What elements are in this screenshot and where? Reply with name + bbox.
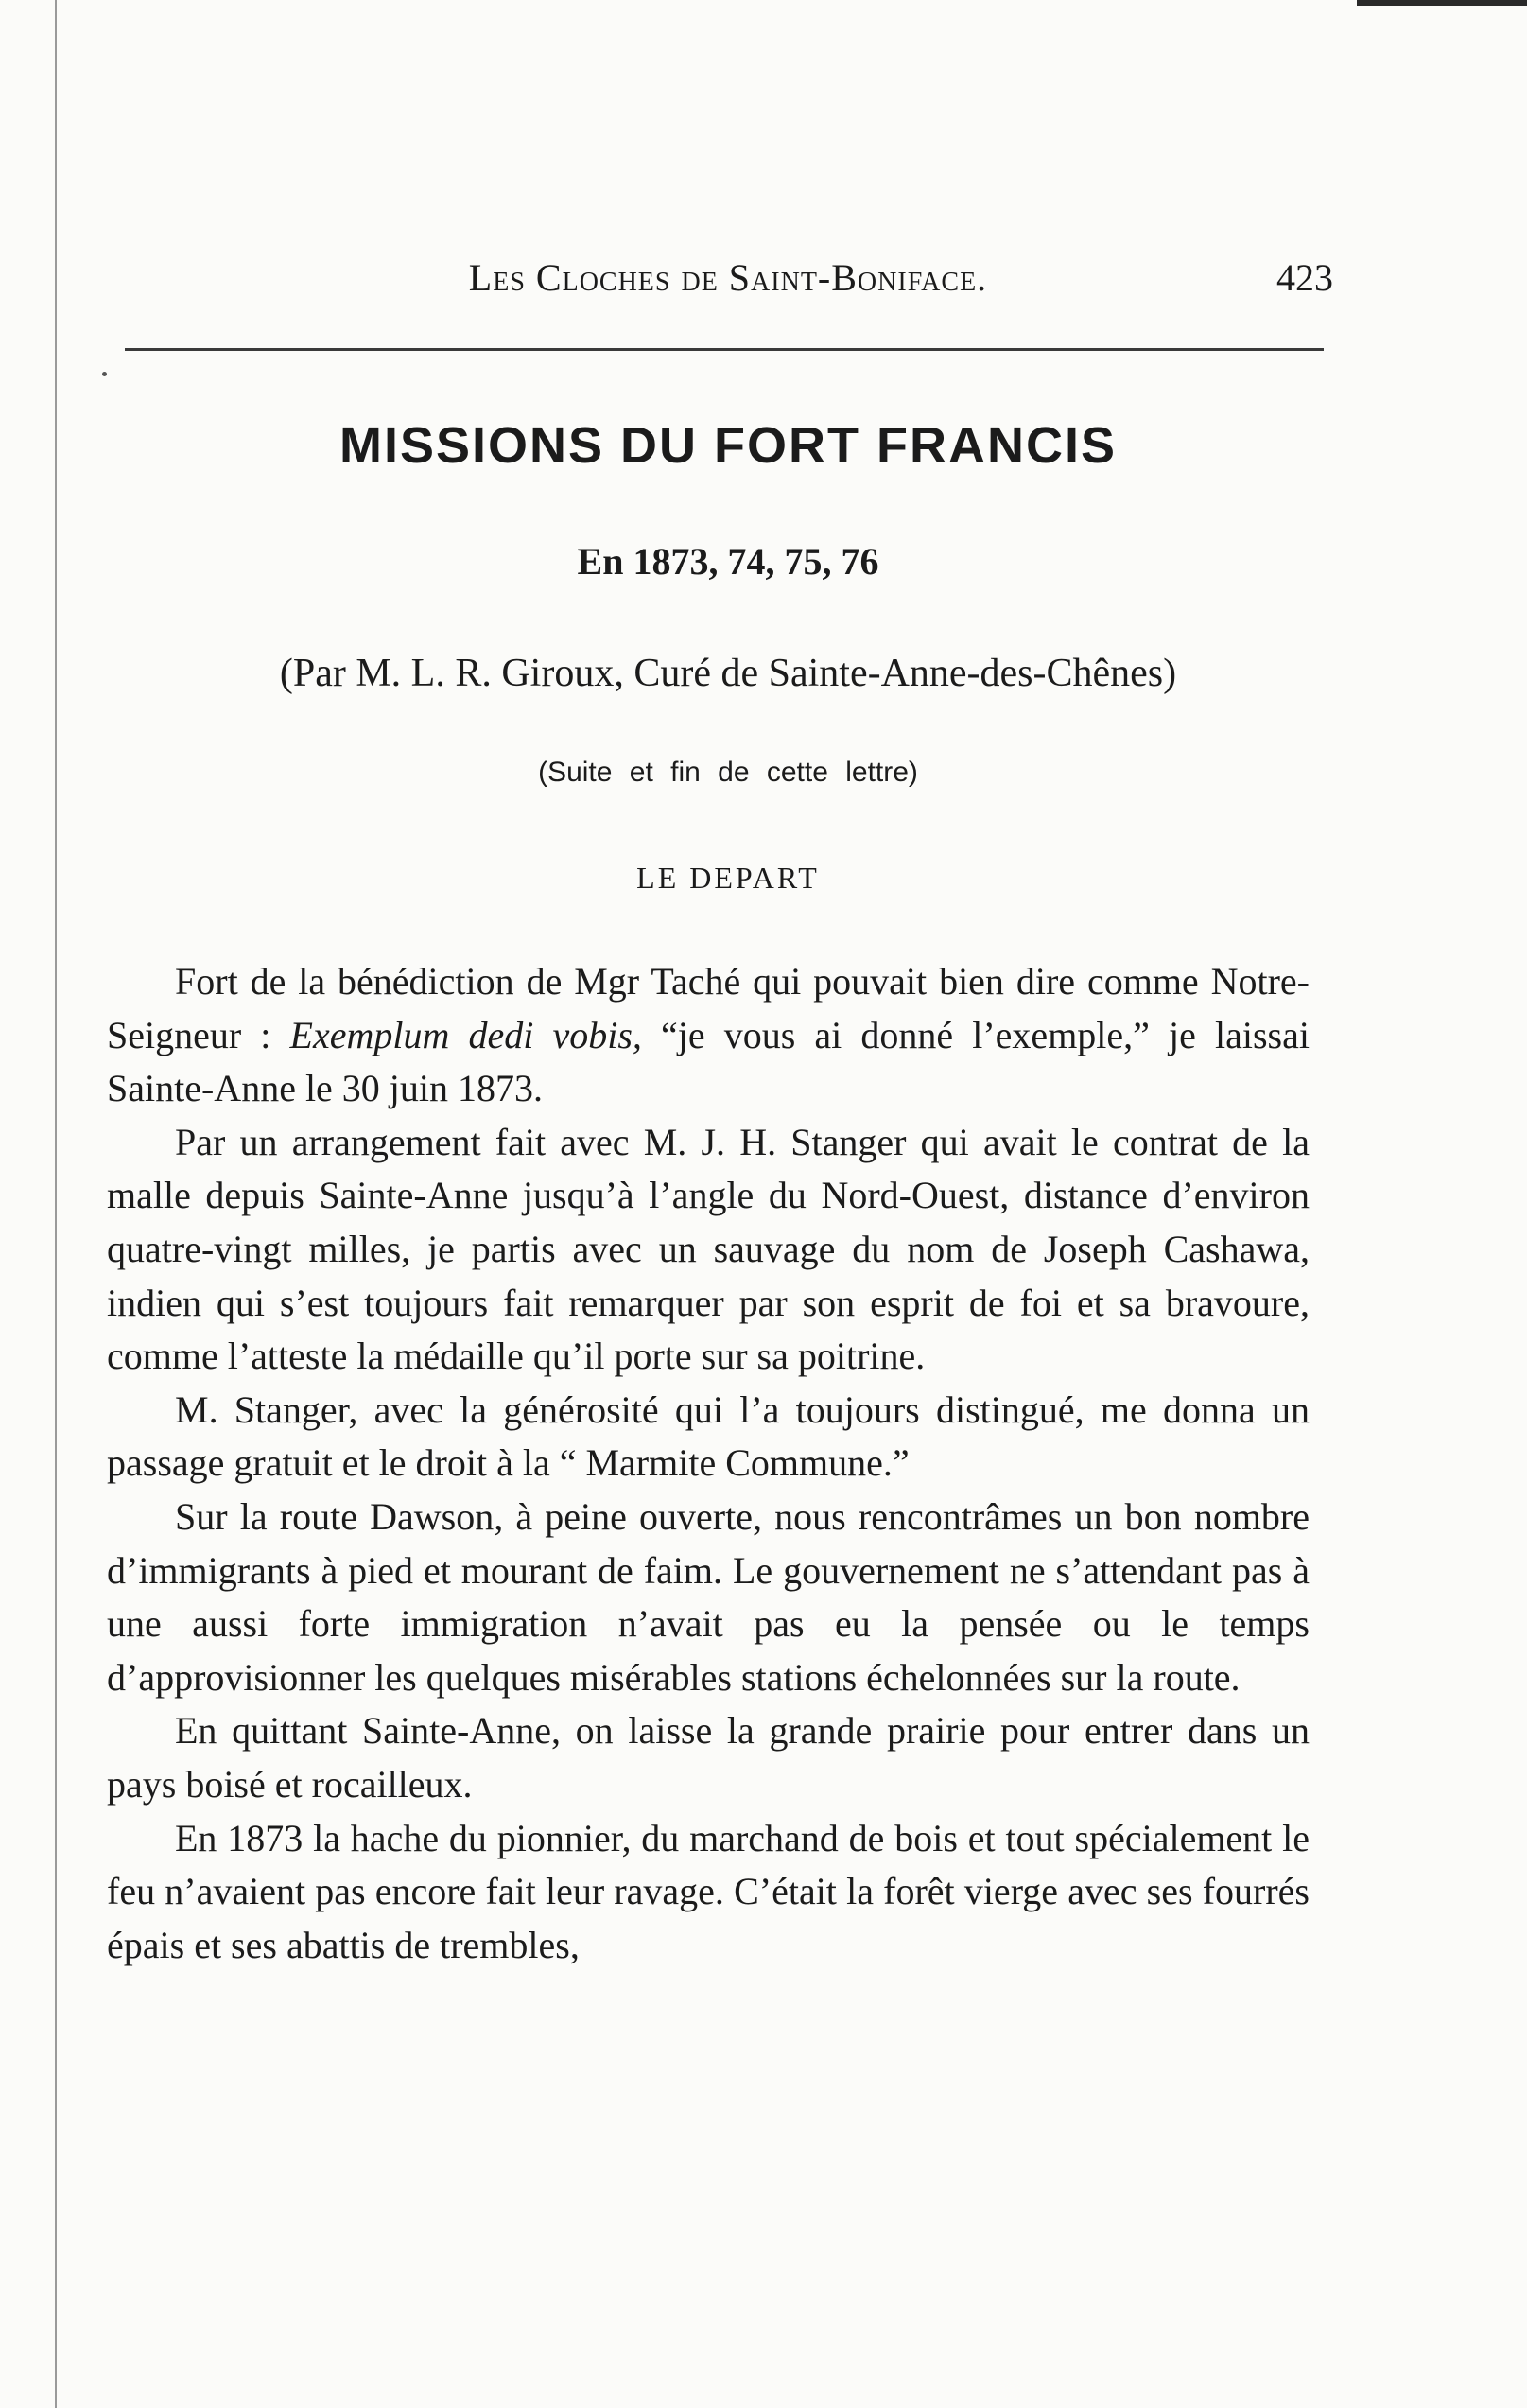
header-rule xyxy=(125,348,1324,351)
article-dates: En 1873, 74, 75, 76 xyxy=(577,540,879,583)
paragraph: M. Stanger, avec la générosité qui l’a toujours distingué, me donna un passage gratuit et le droit à la “ Marmite Commune.” xyxy=(107,1387,1310,1485)
paragraph xyxy=(107,955,1310,1116)
page-left-edge xyxy=(55,0,57,2408)
running-head-title: Les Cloches de Saint-Boniface. xyxy=(468,256,988,299)
article-title: MISSIONS DU FORT FRANCIS xyxy=(338,417,1117,474)
paragraph: Sur la route Dawson, à peine ouverte, nous rencontrâmes un bon nombre d’immigrants à pied et mourant de faim. Le gouvernement ne s’attendant pas à une aussi forte immigration n’avait pas eu la pensée ou le temps d’approvisionner les quelques misérables stations échelonnées sur la route. xyxy=(107,1494,1310,1699)
page-number: 423 xyxy=(1276,256,1333,299)
article-body xyxy=(107,955,1310,1972)
paragraph-text: Fort de la bénédiction de Mgr Taché qui pouvait bien dire comme Notre-Seigneur : xyxy=(107,960,1310,1056)
scan-speck xyxy=(102,372,107,376)
latin-quote: Exemplum dedi vobis, xyxy=(289,1013,642,1056)
section-heading: LE DEPART xyxy=(636,861,820,895)
article-byline: (Par M. L. R. Giroux, Curé de Sainte-Anne-des-Chênes) xyxy=(279,652,1177,695)
paragraph: En 1873 la hache du pionnier, du marchand de bois et tout spécialement le feu n’avaient pas encore fait leur ravage. C’était la forêt vierge avec ses fourrés épais et ses abattis de trembles, xyxy=(107,1816,1310,1966)
continuation-note: (Suite et fin de cette lettre) xyxy=(538,757,918,788)
paragraph-text: “je vous ai donné l’exemple,” je laissai Sainte-Anne le 30 juin 1873. xyxy=(107,1013,1310,1110)
paragraph: En quittant Sainte-Anne, on laisse la grande prairie pour entrer dans un pays boisé et rocailleux. xyxy=(107,1709,1310,1806)
running-head xyxy=(123,255,1333,312)
scan-top-mark xyxy=(1357,0,1527,6)
paragraph: Par un arrangement fait avec M. J. H. Stanger qui avait le contrat de la malle depuis Sainte-Anne jusqu’à l’angle du Nord-Ouest, distance d’environ quatre-vingt milles, je partis avec un sauvage du nom de Joseph Cashawa, indien qui s’est toujours fait remarquer par son esprit de foi et sa bravoure, comme l’atteste la médaille qu’il porte sur sa poitrine. xyxy=(107,1120,1310,1378)
